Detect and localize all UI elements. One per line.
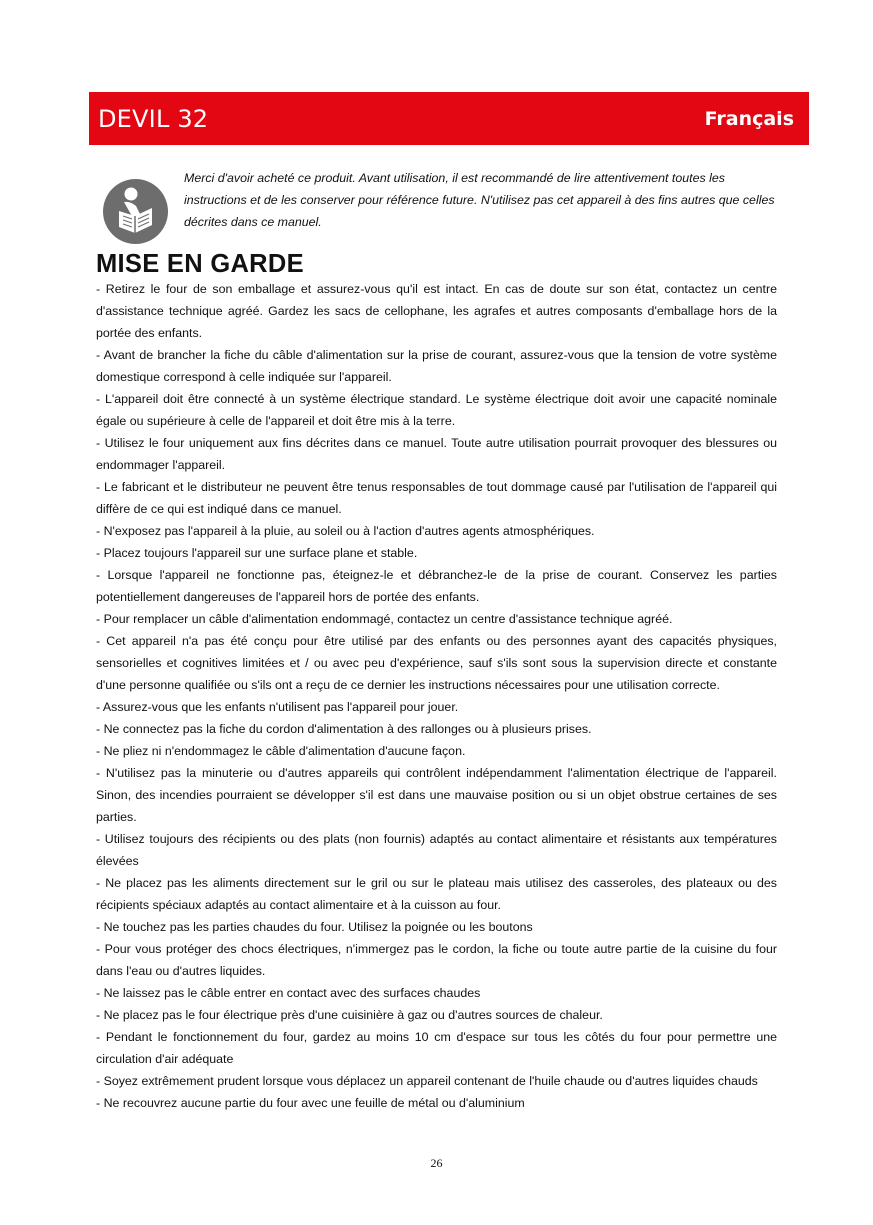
warning-item: - Pendant le fonctionnement du four, gardez au moins 10 cm d'espace sur tous les côtés du four pour permettre une circulation d'air adéquate — [96, 1030, 777, 1066]
warning-item: - Ne placez pas les aliments directement sur le gril ou sur le plateau mais utilisez des casseroles, des plateaux ou des récipients spéciaux adaptés au contact alimentaire et à la cuisson au four. — [96, 876, 777, 912]
warning-item: - Cet appareil n'a pas été conçu pour être utilisé par des enfants ou des personnes ayant des capacités physiques, sensorielles et cognitives limitées et / ou avec peu d'expérience, sauf s'ils sont sous la supervision directe et constante d'une personne qualifiée ou s'ils ont a reçu de ce dernier les instructions nécessaires pour une utilisation correcte. — [96, 634, 777, 692]
warning-item: - Ne laissez pas le câble entrer en contact avec des surfaces chaudes — [96, 986, 481, 1000]
warning-item: - Pour remplacer un câble d'alimentation endommagé, contactez un centre d'assistance technique agréé. — [96, 612, 673, 626]
warning-item: - Ne connectez pas la fiche du cordon d'alimentation à des rallonges ou à plusieurs prises. — [96, 722, 592, 736]
section-title: MISE EN GARDE — [96, 250, 304, 278]
intro-text: Merci d'avoir acheté ce produit. Avant utilisation, il est recommandé de lire attentivement toutes les instructions et de les conserver pour référence future. N'utilisez pas cet appareil à des fins autres que celles décrites dans ce manuel. — [184, 171, 775, 229]
warning-item: - Utilisez toujours des récipients ou des plats (non fournis) adaptés au contact alimentaire et résistants aux températures élevées — [96, 832, 777, 868]
warning-item: - Ne pliez ni n'endommagez le câble d'alimentation d'aucune façon. — [96, 744, 466, 758]
warning-item: - Soyez extrêmement prudent lorsque vous déplacez un appareil contenant de l'huile chaude ou d'autres liquides chauds — [96, 1074, 758, 1088]
warning-item: - Ne touchez pas les parties chaudes du four. Utilisez la poignée ou les boutons — [96, 920, 533, 934]
language-label: Français — [704, 107, 794, 130]
warning-item: - Ne placez pas le four électrique près d'une cuisinière à gaz ou d'autres sources de chaleur. — [96, 1008, 603, 1022]
warning-item: - Le fabricant et le distributeur ne peuvent être tenus responsables de tout dommage causé par l'utilisation de l'appareil qui diffère de ce qui est indiqué dans ce manuel. — [96, 480, 777, 516]
warning-item: - N'utilisez pas la minuterie ou d'autres appareils qui contrôlent indépendamment l'alimentation électrique de l'appareil. Sinon, des incendies pourraient se développer s'il est dans une mauvaise position ou si un objet obstrue certaines de ses parties. — [96, 766, 777, 824]
warnings-list — [96, 278, 777, 1114]
warning-item: - Assurez-vous que les enfants n'utilisent pas l'appareil pour jouer. — [96, 700, 459, 714]
warning-item: - Placez toujours l'appareil sur une surface plane et stable. — [96, 546, 418, 560]
warning-item: - Avant de brancher la fiche du câble d'alimentation sur la prise de courant, assurez-vous que la tension de votre système domestique correspond à celle indiquée sur l'appareil. — [96, 348, 777, 384]
intro-paragraph — [184, 167, 784, 233]
warning-item: - Pour vous protéger des chocs électriques, n'immergez pas le cordon, la fiche ou toute autre partie de la cuisine du four dans l'eau ou d'autres liquides. — [96, 942, 777, 978]
warning-item: - Retirez le four de son emballage et assurez-vous qu'il est intact. En cas de doute sur son état, contactez un centre d'assistance technique agréé. Gardez les sacs de cellophane, les agrafes et autres composants d'emballage hors de la portée des enfants. — [96, 282, 777, 340]
model-name: DEVIL 32 — [98, 104, 209, 133]
warning-item: - Utilisez le four uniquement aux fins décrites dans ce manuel. Toute autre utilisation pourrait provoquer des blessures ou endommager l'appareil. — [96, 436, 777, 472]
warning-item: - N'exposez pas l'appareil à la pluie, au soleil ou à l'action d'autres agents atmosphériques. — [96, 524, 595, 538]
warning-item: - Ne recouvrez aucune partie du four avec une feuille de métal ou d'aluminium — [96, 1096, 525, 1110]
warning-item: - L'appareil doit être connecté à un système électrique standard. Le système électrique doit avoir une capacité nominale égale ou supérieure à celle de l'appareil et doit être mis à la terre. — [96, 392, 777, 428]
header-bar — [89, 92, 809, 145]
warning-item: - Lorsque l'appareil ne fonctionne pas, éteignez-le et débranchez-le de la prise de courant. Conservez les parties potentiellement dangereuses de l'appareil hors de portée des enfants. — [96, 568, 777, 604]
page-number: 26 — [430, 1156, 443, 1170]
read-manual-icon — [102, 178, 169, 245]
